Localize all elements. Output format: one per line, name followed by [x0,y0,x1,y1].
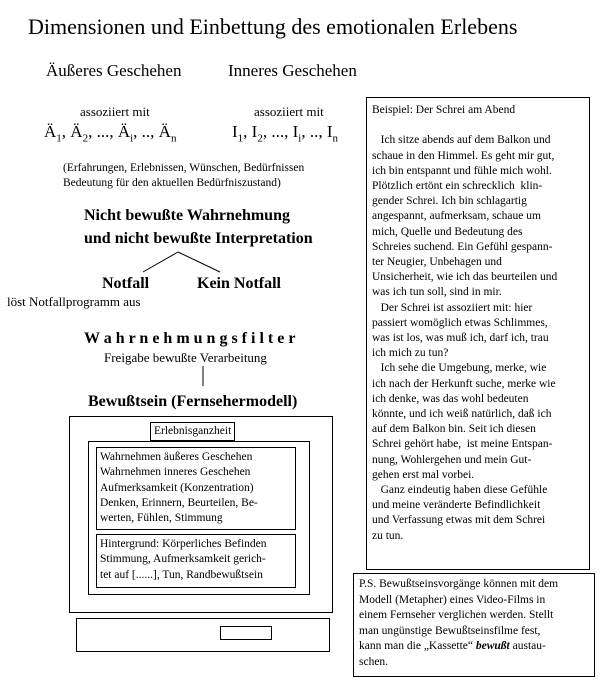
note-line-1: (Erfahrungen, Erlebnissen, Wünschen, Bedürfnissen [63,162,305,174]
perception-line: werten, Fühlen, Stimmung [100,512,223,525]
kein-notfall-label: Kein Notfall [197,275,281,292]
perception-box [96,447,296,530]
symbol: $I_2$ [251,122,263,145]
symbol-index: 1 [56,132,62,145]
unconscious-line-1: Nicht bewußte Wahrnehmung [84,207,290,224]
story-line: und Verfassung etwas mit dem Schrei [372,514,546,527]
story-line: passiert womöglich etwas Schlimmes, [372,316,548,329]
note-line-2: Bedeutung für den aktuellen Bedürfniszustand) [63,177,281,189]
ps-line-kassette [359,639,594,655]
ps-line: man ungünstige Bewußtseinsfilme fest, [359,624,541,637]
cassette-slot [220,626,272,640]
symbol-index: i [298,132,302,145]
background-line: Stimmung, Aufmerksamkeit gerich- [100,553,266,566]
notfall-label: Notfall [102,275,150,292]
ps-line: schen. [359,655,389,668]
symbol-index: n [170,132,177,145]
notfall-sub: löst Notfallprogramm aus [7,294,141,309]
story-line: was ich tun soll, sind in mir. [372,286,502,299]
story-line: könnte, und ich weiß natürlich, daß ich [372,408,552,421]
story-line: zu tun. [372,529,404,542]
symbol: $Ä_n$ [158,122,177,145]
story-line: Schreies suchend. Ein Gefühl gespann- [372,240,553,253]
ps-box [353,573,595,677]
connector-line [178,252,220,272]
ps-kassette-post: austau- [509,640,546,652]
symbol-index: 1 [237,132,244,145]
story-line: ich mich zu tun? [372,347,449,360]
symbol-index: 2 [257,132,263,145]
perception-line: Wahrnehmen inneres Geschehen [100,466,251,479]
story-line: Ich sitze abends auf dem Balkon und [372,134,551,147]
story-line: ich denke, was das wohl bedeuten [372,392,529,405]
perception-line: Denken, Erinnern, Beurteilen, Be- [100,496,258,509]
consciousness-heading: Bewußtsein (Fernsehermodell) [88,393,298,410]
story-line: Unsicherheit, wie ich das beurteilen und [372,271,558,284]
unconscious-line-2: und nicht bewußte Interpretation [84,230,313,247]
symbol: $I_1$ [232,122,244,145]
story-line: und meine veränderte Befindlichkeit [372,499,541,512]
tv-label: Erlebnisganzheit [150,422,235,441]
story-line: ter Neugier, Unbehagen und [372,256,502,269]
example-story-box [366,97,590,570]
symbol: $Ä_1$ [44,122,62,145]
story-line: gehen erst mal vorbei. [372,468,475,481]
filter-label: W a h r n e h m u n g s f i l t e r [84,330,296,347]
background-box [96,534,296,588]
story-line: Ganz eindeutig haben diese Gefühle [372,484,548,497]
story-line: was ist los, was muß ich, darf ich, trau [372,332,549,345]
ps-line: einem Fernseher verglichen werden. Stellt [359,609,554,621]
separator: , .., [301,122,327,141]
tv-base [76,618,330,652]
separator: , [61,122,71,141]
story-line: gender Schrei. Ich bin schlagartig [372,195,527,208]
perception-line: Wahrnehmen äußeres Geschehen [100,451,253,463]
symbol: $Ä_2$ [70,122,89,145]
symbol-index: 2 [82,132,89,145]
symbol: $I_i$ [292,122,302,145]
story-line [372,118,589,133]
background-line: Hintergrund: Körperliches Befinden [100,538,267,550]
story-line: ich bin entspannt und fühle mich wohl. [372,164,552,177]
outer-heading: Äußeres Geschehen [46,61,182,80]
symbol-index: i [130,132,134,145]
story-line: ich nach der Herkunft suche, merke wie [372,377,556,390]
ps-line: P.S. Bewußtseinsvorgänge können mit dem [359,578,559,590]
ps-line: Modell (Metapher) eines Video-Films in [359,593,546,606]
inner-assoc: assoziiert mit [254,104,324,119]
perception-line: Aufmerksamkeit (Konzentration) [100,481,254,494]
story-line: angespannt, aufmerksam, schaue um [372,210,541,223]
symbol: $I_n$ [326,122,338,145]
story-line: Schrei gehört habe, ist meine Entspan- [372,438,553,451]
ps-emphasis: bewußt [475,640,510,652]
connector-line [143,252,178,272]
filter-sub: Freigabe bewußte Verarbeitung [104,350,267,365]
story-line: nung, Wohlergehen und mein Gut- [372,453,532,466]
outer-assoc: assoziiert mit [80,104,150,119]
story-line: Der Schrei ist assoziiert mit: hier [372,301,533,314]
symbol: $Ä_i$ [117,122,134,145]
page-title: Dimensionen und Einbettung des emotionalen Erlebens [28,14,518,39]
story-line: schaue in den Himmel. Es geht mir gut, [372,149,555,162]
story-line: Beispiel: Der Schrei am Abend [372,104,516,116]
story-line: mich, Quelle und Bedeutung des [372,225,523,238]
separator: , ..., [88,122,118,141]
story-line: Plötzlich ertönt ein schrecklich klin- [372,180,543,193]
story-line: Ich sehe die Umgebung, merke, wie [372,362,547,375]
separator: , ..., [262,122,293,141]
separator: , [243,122,252,141]
ps-kassette-pre: kann man die „Kassette“ [359,640,476,652]
background-line: tet auf [......], Tun, Randbewußtsein [100,568,263,581]
symbol-index: n [332,132,338,145]
separator: , .., [133,122,159,141]
inner-heading: Inneres Geschehen [228,61,357,80]
story-line: auf dem Balkon bin. Seit ich diesen [372,423,536,436]
